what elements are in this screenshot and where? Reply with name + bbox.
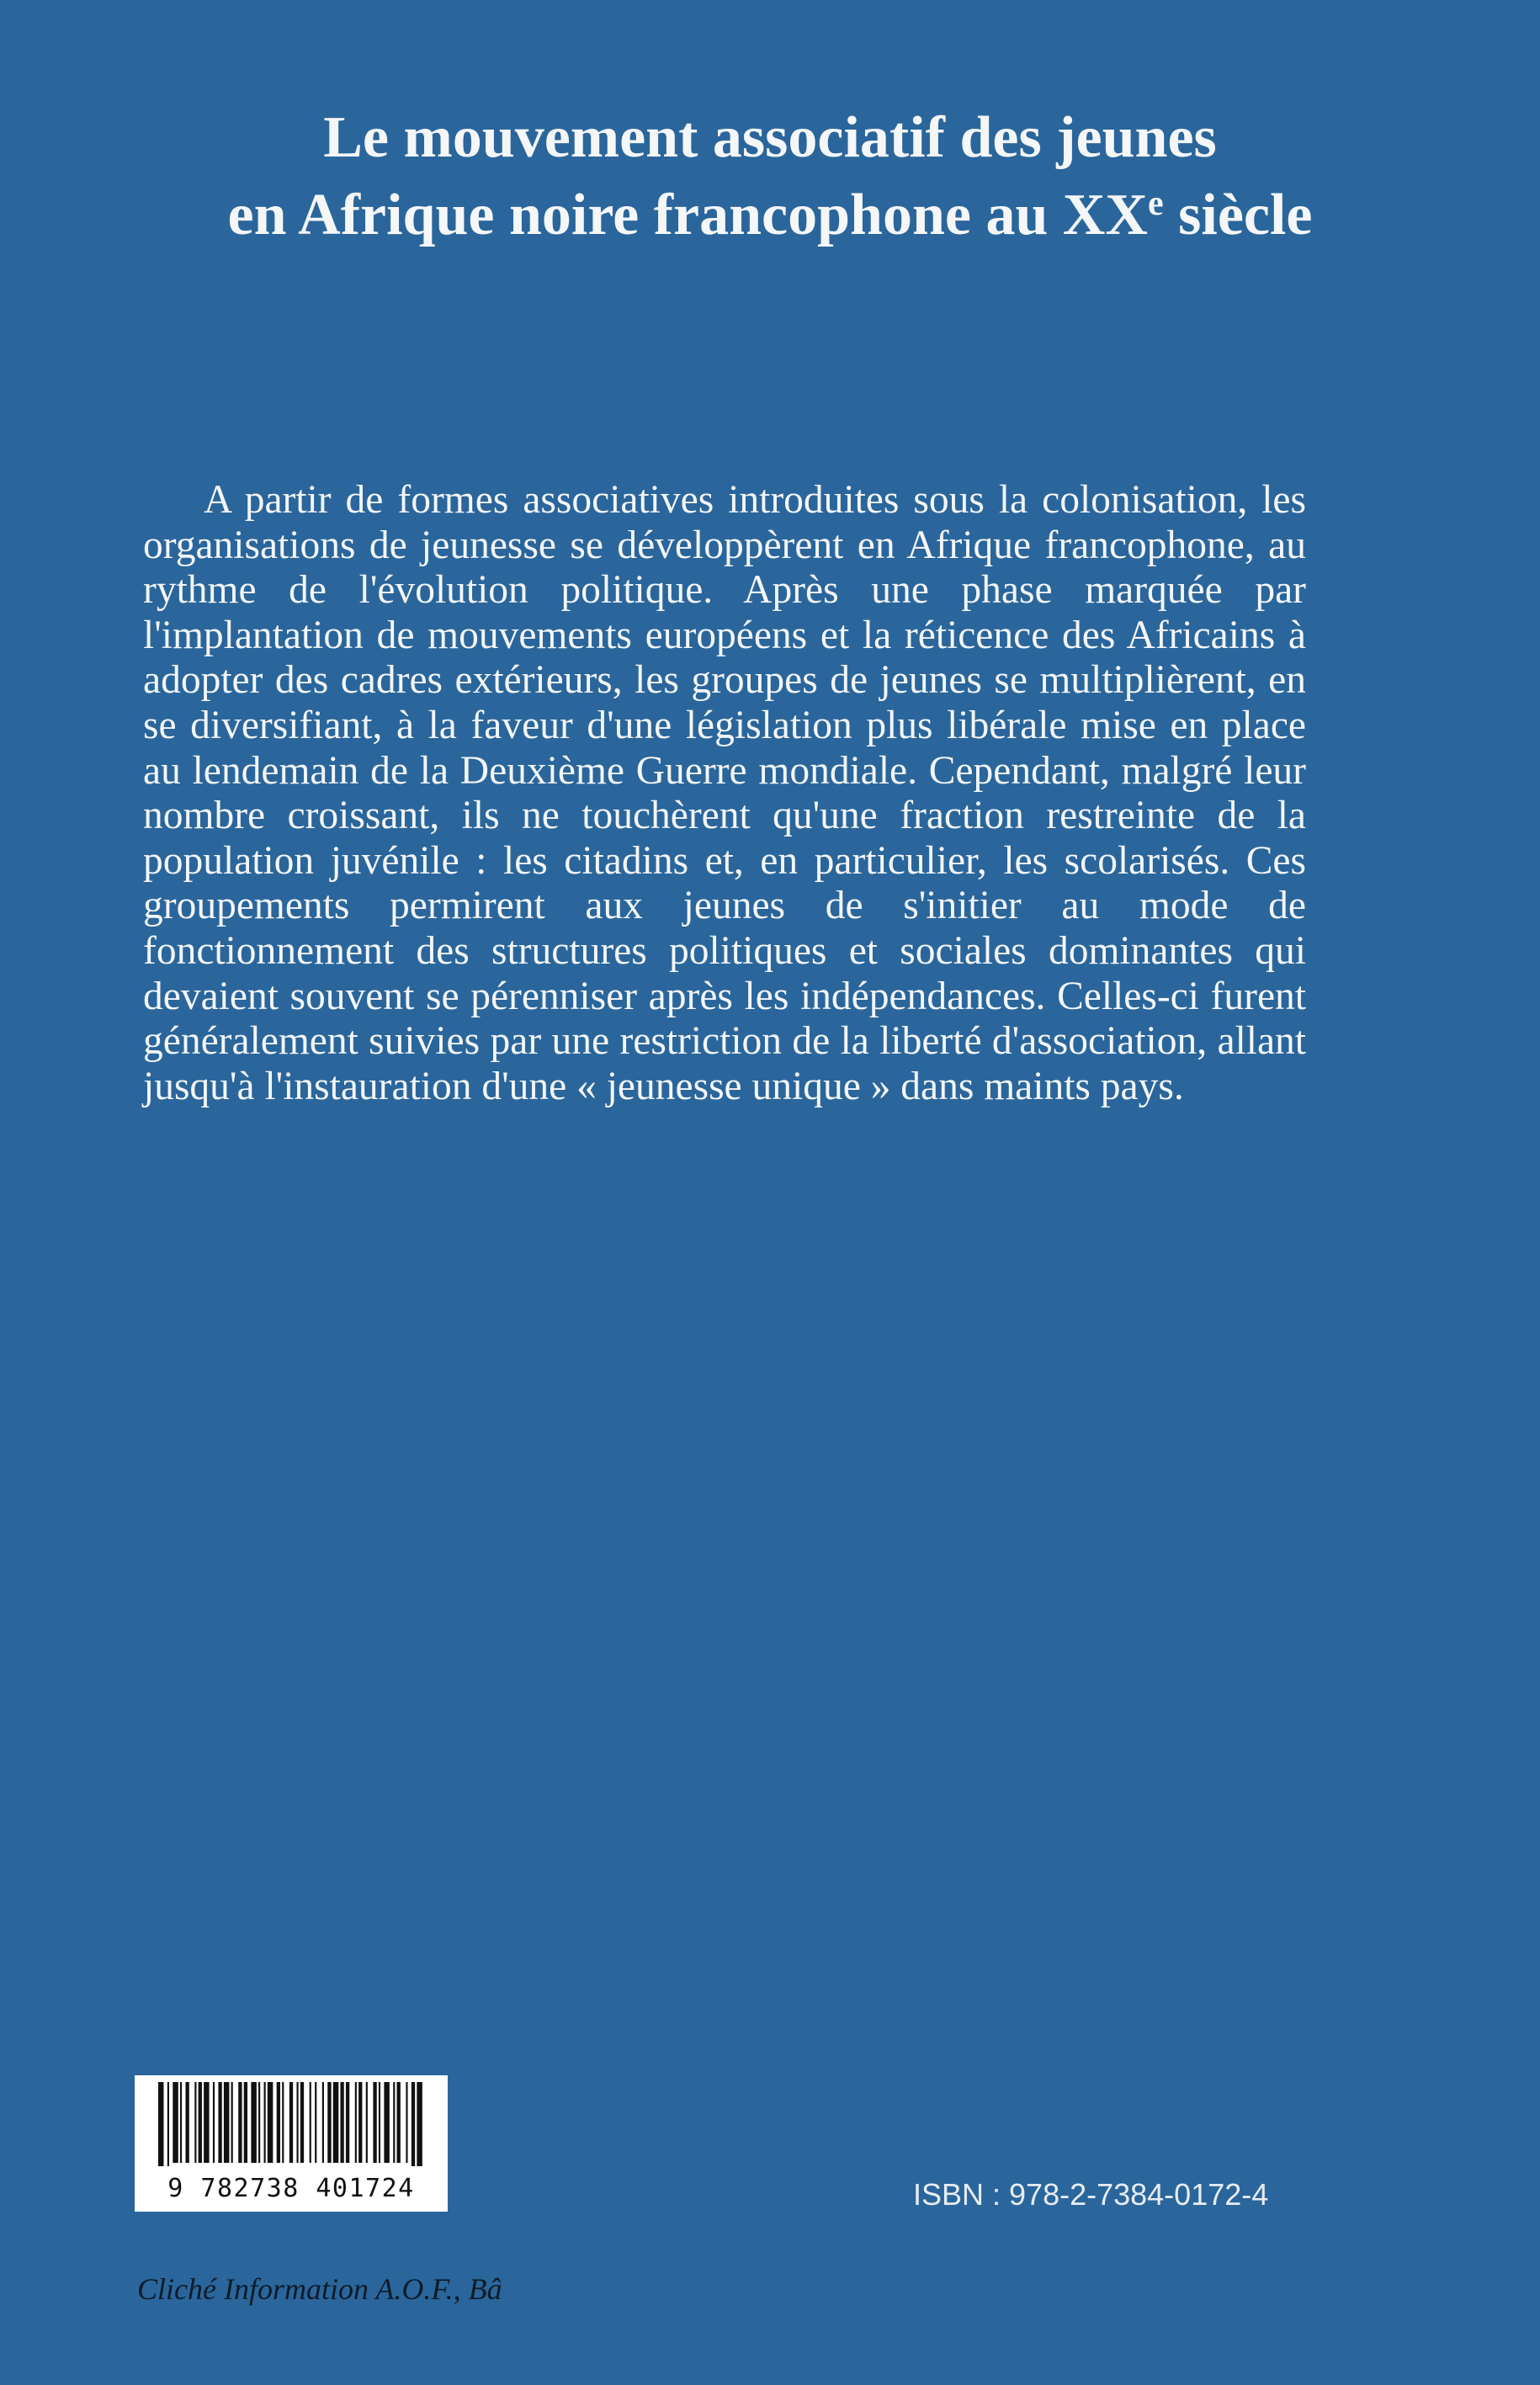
title-line-1: Le mouvement associatif des jeunes: [323, 105, 1217, 170]
barcode-bar: [158, 2082, 163, 2166]
barcode-bar: [412, 2082, 415, 2166]
barcode-bar: [300, 2082, 304, 2163]
barcode-digits: 9 782738 401724: [167, 2174, 415, 2203]
barcode-bar: [406, 2082, 407, 2163]
barcode-bar: [213, 2082, 215, 2163]
barcode-bar: [355, 2082, 357, 2163]
barcode-bar: [173, 2082, 178, 2163]
isbn-barcode: [135, 2075, 448, 2212]
barcode-bar: [258, 2082, 260, 2163]
book-title: [0, 99, 1540, 254]
barcode-bar: [231, 2082, 233, 2163]
barcode-bar: [296, 2082, 298, 2163]
barcode-bar: [244, 2082, 247, 2163]
barcode-bar: [384, 2082, 389, 2163]
barcode-bar: [268, 2082, 273, 2163]
title-line-2-text: en Afrique noire francophone au XX: [227, 183, 1148, 247]
title-line-2-end: siècle: [1163, 183, 1313, 247]
barcode-bar: [315, 2082, 316, 2163]
barcode-bar: [277, 2082, 280, 2163]
barcode-bar: [358, 2082, 362, 2163]
barcode-bar: [346, 2082, 349, 2163]
barcode-bar: [289, 2082, 293, 2163]
barcode-bar: [167, 2082, 169, 2166]
barcode-bar: [322, 2082, 324, 2163]
barcode-bar: [238, 2082, 242, 2163]
barcode-bar: [417, 2082, 422, 2166]
back-cover-description: A partir de formes associatives introduites sous la colonisation, les organisations de jeunesse se développèrent en Afrique francophone, au rythme de l'évolution politique. Après une phase marquée par l'implantation de mouvements européens et la réticence des Africains à adopter des cadres extérieurs, les groupes de jeunes se multiplièrent, en se diversifiant, à la faveur d'une législation plus libérale mise en place au lendemain de la Deuxième Guerre mondiale. Cependant, malgré leur nombre croissant, ils ne touchèrent qu'une fraction restreinte de la population juvénile : les citadins et, en particulier, les scolarisés. Ces groupements permirent aux jeunes de s'initier au mode de fonctionnement des structures politiques et sociales dominantes qui devaient souvent se pérenniser après les indépendances. Celles-ci furent généralement suivies par une restriction de la liberté d'association, allant jusqu'à l'instauration d'une « jeunesse unique » dans maints pays.: [143, 478, 1306, 1108]
barcode-bar: [366, 2082, 368, 2163]
title-superscript: e: [1147, 183, 1164, 223]
title-line-2: [0, 177, 1540, 254]
isbn-number: ISBN : 978-2-7384-0172-4: [913, 2177, 1269, 2212]
barcode-bar: [282, 2082, 284, 2163]
barcode-bar: [218, 2082, 221, 2163]
barcode-bar: [397, 2082, 401, 2163]
barcode-bar: [185, 2082, 189, 2163]
barcode-bar: [194, 2082, 196, 2163]
photo-credit: Cliché Information A.O.F., Bâ: [137, 2272, 502, 2306]
barcode-bar: [310, 2082, 311, 2163]
barcode-bar: [340, 2082, 343, 2163]
barcode-bar: [333, 2082, 338, 2163]
barcode-bar: [393, 2082, 395, 2163]
barcode-bar: [379, 2082, 380, 2163]
barcode-bar: [224, 2082, 229, 2163]
barcode-bar: [327, 2082, 331, 2163]
barcode-bar: [199, 2082, 202, 2163]
barcode-bar: [251, 2082, 256, 2163]
barcode-bar: [204, 2082, 209, 2163]
barcode-bar: [373, 2082, 376, 2163]
barcode-bar: [180, 2082, 182, 2163]
barcode-bar: [264, 2082, 266, 2163]
barcode-bars-icon: [158, 2082, 424, 2166]
